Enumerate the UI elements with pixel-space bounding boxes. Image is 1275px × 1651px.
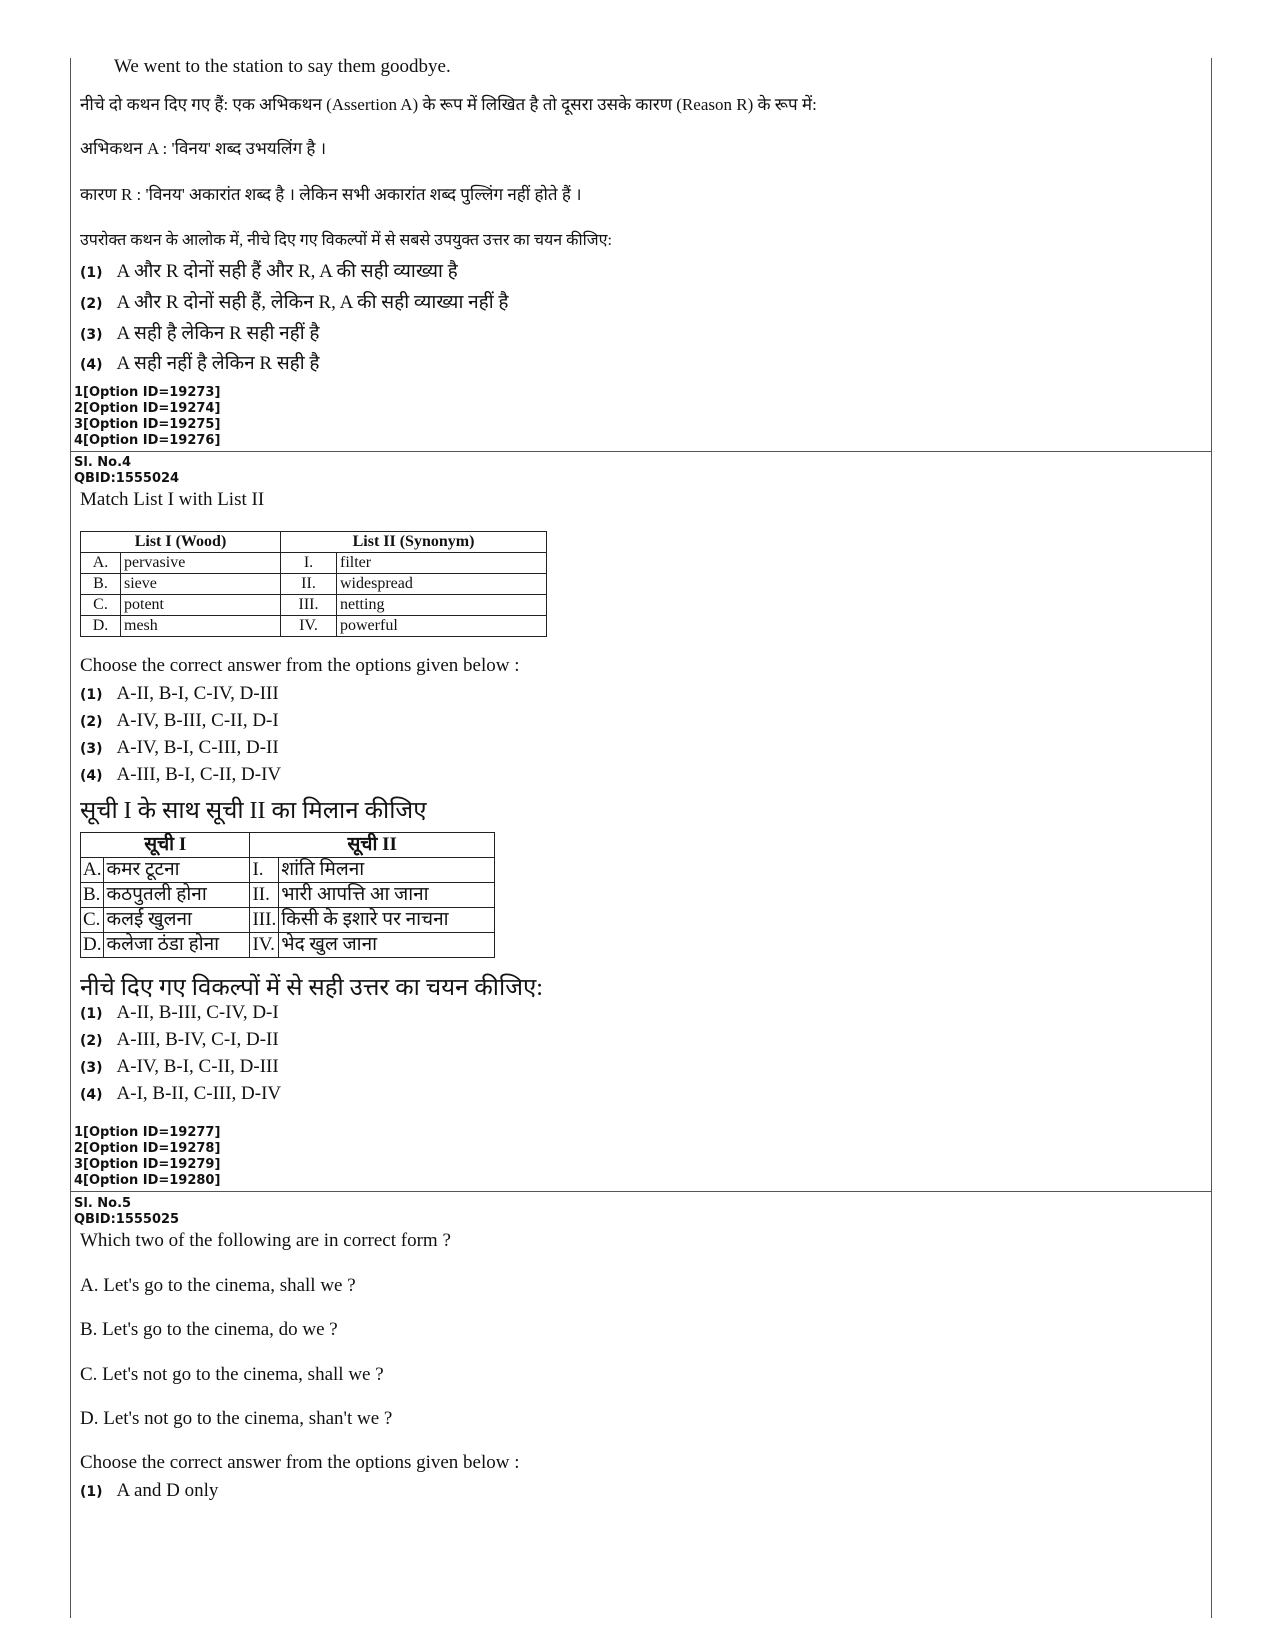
- q4-option-hi-4[interactable]: [80, 1083, 281, 1105]
- option-number: (3): [80, 327, 103, 343]
- q5-option-1[interactable]: [80, 1480, 218, 1502]
- option-text: A and D only: [116, 1480, 219, 1501]
- option-text: A-IV, B-I, C-III, D-II: [116, 737, 279, 758]
- option-number: (4): [80, 357, 103, 373]
- q5-header: [74, 1196, 179, 1228]
- table-row: [81, 574, 547, 595]
- row-item: pervasive: [121, 553, 281, 574]
- q4-choose-hi: नीचे दिए गए विकल्पों में से सही उत्तर का चयन कीजिए:: [80, 975, 543, 1001]
- row-roman: I.: [281, 553, 337, 574]
- q4-option-hi-3[interactable]: [80, 1056, 279, 1078]
- column-header: List I (Wood): [81, 532, 281, 553]
- option-id: 2[Option ID=19274]: [74, 401, 221, 416]
- option-number: (1): [80, 1006, 103, 1022]
- row-letter: C.: [81, 908, 104, 933]
- option-number: (2): [80, 296, 103, 312]
- option-number: (1): [80, 265, 103, 281]
- option-number: (4): [80, 768, 103, 784]
- q4-option-hi-1[interactable]: [80, 1002, 279, 1024]
- serial-number: Sl. No.5: [74, 1196, 132, 1211]
- row-roman: II.: [250, 883, 279, 908]
- table-row: [81, 858, 495, 883]
- option-number: (2): [80, 1033, 103, 1049]
- option-text: A-II, B-I, C-IV, D-III: [116, 683, 279, 704]
- option-number: (3): [80, 1060, 103, 1076]
- option-number: (1): [80, 1484, 103, 1500]
- option-number: (1): [80, 687, 103, 703]
- option-text: A सही नहीं है लेकिन R सही है: [116, 353, 320, 374]
- option-text: A-III, B-IV, C-I, D-II: [116, 1029, 279, 1050]
- table-row: [81, 883, 495, 908]
- column-header: सूची II: [250, 833, 495, 858]
- option-id: 2[Option ID=19278]: [74, 1141, 221, 1156]
- q3-option-2[interactable]: [80, 288, 509, 314]
- option-text: A और R दोनों सही हैं और R, A की सही व्याख्या है: [116, 261, 458, 282]
- q4-choose-en: Choose the correct answer from the options given below :: [80, 655, 520, 676]
- divider: [70, 1191, 1211, 1192]
- table-row: [81, 933, 495, 958]
- q5-prompt: Which two of the following are in correct form ?: [80, 1230, 451, 1251]
- option-text: A-III, B-I, C-II, D-IV: [116, 764, 282, 785]
- q3-option-4[interactable]: [80, 349, 320, 375]
- q4-prompt-en: Match List I with List II: [80, 489, 265, 510]
- q3-instruction: नीचे दो कथन दिए गए हैं: एक अभिकथन (Assertion A) के रूप में लिखित है तो दूसरा उसके कारण (Reason R) के रूप में:: [80, 95, 817, 114]
- option-text: A-IV, B-I, C-II, D-III: [116, 1056, 279, 1077]
- q4-option-ids: [74, 1125, 220, 1189]
- row-letter: B.: [81, 883, 104, 908]
- q3-option-ids: [74, 385, 220, 449]
- divider: [70, 451, 1211, 452]
- row-match: शांति मिलना: [279, 858, 495, 883]
- q4-prompt-hi: सूची I के साथ सूची II का मिलान कीजिए: [80, 798, 427, 824]
- table-header-row: [81, 532, 547, 553]
- option-id: 3[Option ID=19275]: [74, 417, 221, 432]
- row-match: भारी आपत्ति आ जाना: [279, 883, 495, 908]
- option-number: (4): [80, 1087, 103, 1103]
- q3-option-3[interactable]: [80, 319, 320, 345]
- q5-statement-a: A. Let's go to the cinema, shall we ?: [80, 1275, 356, 1296]
- row-match: powerful: [337, 616, 547, 637]
- q3-assertion: अभिकथन A : 'विनय' शब्द उभयलिंग है ।: [80, 139, 327, 158]
- q4-option-en-4[interactable]: [80, 764, 281, 786]
- column-header: सूची I: [81, 833, 250, 858]
- q3-reason: कारण R : 'विनय' अकारांत शब्द है । लेकिन सभी अकारांत शब्द पुल्लिंग नहीं होते हैं ।: [80, 185, 582, 204]
- row-item: mesh: [121, 616, 281, 637]
- option-id: 4[Option ID=19280]: [74, 1173, 221, 1188]
- q4-match-table-hi: [80, 832, 495, 958]
- q4-header: [74, 455, 179, 487]
- row-letter: A.: [81, 858, 104, 883]
- qbid: QBID:1555025: [74, 1212, 180, 1227]
- row-letter: A.: [81, 553, 121, 574]
- q4-match-table-en: [80, 531, 547, 637]
- option-text: A-II, B-III, C-IV, D-I: [116, 1002, 279, 1023]
- row-letter: D.: [81, 616, 121, 637]
- q5-statement-c: C. Let's not go to the cinema, shall we ?: [80, 1364, 384, 1385]
- q3-prompt: उपरोक्त कथन के आलोक में, नीचे दिए गए विकल्पों में से सबसे उपयुक्त उत्तर का चयन कीजिए:: [80, 232, 612, 249]
- row-letter: C.: [81, 595, 121, 616]
- qbid: QBID:1555024: [74, 471, 180, 486]
- row-roman: II.: [281, 574, 337, 595]
- row-item: कठपुतली होना: [104, 883, 250, 908]
- row-match: netting: [337, 595, 547, 616]
- table-header-row: [81, 833, 495, 858]
- row-match: किसी के इशारे पर नाचना: [279, 908, 495, 933]
- row-roman: III.: [250, 908, 279, 933]
- option-id: 3[Option ID=19279]: [74, 1157, 221, 1172]
- q3-sentence: We went to the station to say them goodbye.: [114, 56, 451, 77]
- q4-option-en-1[interactable]: [80, 683, 279, 705]
- option-number: (3): [80, 741, 103, 757]
- q4-option-hi-2[interactable]: [80, 1029, 279, 1051]
- q5-statement-b: B. Let's go to the cinema, do we ?: [80, 1319, 338, 1340]
- row-item: कमर टूटना: [104, 858, 250, 883]
- q3-option-1[interactable]: [80, 257, 458, 283]
- option-number: (2): [80, 714, 103, 730]
- q5-choose: Choose the correct answer from the options given below :: [80, 1452, 520, 1473]
- table-row: [81, 553, 547, 574]
- table-row: [81, 595, 547, 616]
- option-text: A-IV, B-III, C-II, D-I: [116, 710, 279, 731]
- option-id: 1[Option ID=19273]: [74, 385, 221, 400]
- q4-option-en-2[interactable]: [80, 710, 279, 732]
- row-roman: I.: [250, 858, 279, 883]
- table-row: [81, 616, 547, 637]
- q5-statement-d: D. Let's not go to the cinema, shan't we ?: [80, 1408, 393, 1429]
- table-row: [81, 908, 495, 933]
- option-text: A-I, B-II, C-III, D-IV: [116, 1083, 282, 1104]
- option-id: 4[Option ID=19276]: [74, 433, 221, 448]
- option-text: A सही है लेकिन R सही नहीं है: [116, 323, 320, 344]
- row-item: sieve: [121, 574, 281, 595]
- option-text: A और R दोनों सही हैं, लेकिन R, A की सही व्याख्या नहीं है: [116, 292, 509, 313]
- row-item: potent: [121, 595, 281, 616]
- row-roman: IV.: [281, 616, 337, 637]
- row-match: filter: [337, 553, 547, 574]
- row-roman: III.: [281, 595, 337, 616]
- row-roman: IV.: [250, 933, 279, 958]
- q4-option-en-3[interactable]: [80, 737, 279, 759]
- row-letter: D.: [81, 933, 104, 958]
- row-item: कलेजा ठंडा होना: [104, 933, 250, 958]
- option-id: 1[Option ID=19277]: [74, 1125, 221, 1140]
- row-match: widespread: [337, 574, 547, 595]
- row-letter: B.: [81, 574, 121, 595]
- row-match: भेद खुल जाना: [279, 933, 495, 958]
- column-header: List II (Synonym): [281, 532, 547, 553]
- row-item: कलई खुलना: [104, 908, 250, 933]
- serial-number: Sl. No.4: [74, 455, 132, 470]
